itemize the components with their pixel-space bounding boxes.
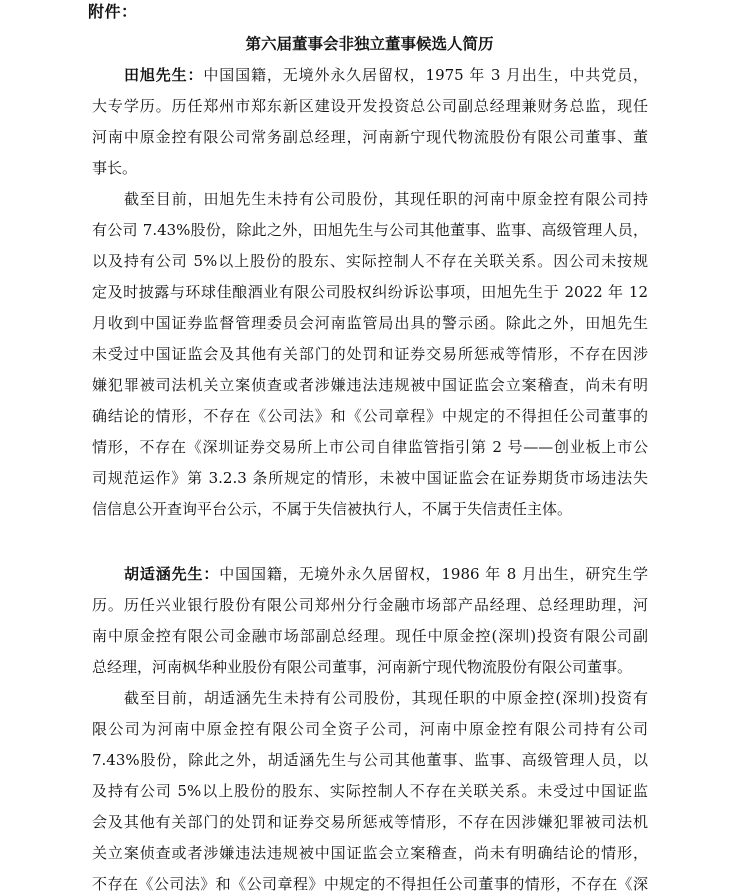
candidate-2-name: 胡适涵先生： [124,565,220,583]
candidate-1-name: 田旭先生： [124,66,204,84]
candidate-1-statement-line: 嫌犯罪被司法机关立案侦查或者涉嫌违法违规被中国证监会立案稽查，尚未有明 [92,376,648,394]
candidate-1-statement-line: 有公司 7.43%股份，除此之外，田旭先生与公司其他董事、监事、高级管理人员， [92,221,648,239]
candidate-1-statement-line: 以及持有公司 5%以上股份的股东、实际控制人不存在关联关系。因公司未按规 [92,252,648,270]
candidate-1-bio-line-2: 大专学历。历任郑州市郑东新区建设开发投资总公司副总经理兼财务总监，现任 [92,97,648,115]
candidate-2-bio-line-2: 历。历任兴业银行股份有限公司郑州分行金融市场部产品经理、总经理助理，河 [92,596,648,614]
candidate-2-statement-line: 会及其他有关部门的处罚和证券交易所惩戒等情形，不存在因涉嫌犯罪被司法机 [92,813,648,831]
candidate-2-statement-line: 不存在《公司法》和《公司章程》中规定的不得担任公司董事的情形，不存在《深 [92,875,648,893]
candidate-1-statement-line: 月收到中国证券监督管理委员会河南监管局出具的警示函。除此之外，田旭先生 [92,314,648,332]
candidate-1-statement-line: 信信息公开查询平台公示，不属于失信被执行人，不属于失信责任主体。 [92,500,573,518]
candidate-2-bio-line-4: 总经理，河南枫华种业股份有限公司董事，河南新宁现代物流股份有限公司董事。 [92,658,633,676]
candidate-1-statement-line: 未受过中国证监会及其他有关部门的处罚和证券交易所惩戒等情形，不存在因涉 [92,345,648,363]
candidate-2-statement-line: 7.43%股份，除此之外，胡适涵先生与公司其他董事、监事、高级管理人员，以 [92,751,648,769]
candidate-2-bio-line-3: 南中原金控有限公司金融市场部副总经理。现任中原金控(深圳)投资有限公司副 [92,627,648,645]
candidate-2-statement-line: 截至目前，胡适涵先生未持有公司股份，其现任职的中原金控(深圳)投资有 [124,689,648,707]
candidate-1-statement-line: 司规范运作》第 3.2.3 条所规定的情形，未被中国证监会在证券期货市场违法失 [92,469,648,487]
candidate-1-statement-line: 定及时披露与环球佳酿酒业有限公司股权纠纷诉讼事项，田旭先生于 2022 年 12 [92,283,648,301]
candidate-2-statement-line: 及持有公司 5%以上股份的股东、实际控制人不存在关联关系。未受过中国证监 [92,782,648,800]
candidate-1-bio-line-3: 河南中原金控有限公司常务副总经理，河南新宁现代物流股份有限公司董事、董 [92,128,648,146]
candidate-2-bio-line-1: 胡适涵先生：中国国籍，无境外永久居留权，1986 年 8 月出生，研究生学 [124,565,648,583]
attachment-label: 附件： [88,2,138,21]
candidate-1-statement-line: 情形，不存在《深圳证券交易所上市公司自律监管指引第 2 号——创业板上市公 [92,438,648,456]
document-title: 第六届董事会非独立董事候选人简历 [245,34,494,53]
candidate-2-statement-line: 限公司为河南中原金控有限公司全资子公司，河南中原金控有限公司持有公司 [92,720,648,738]
candidate-1-statement-line: 确结论的情形，不存在《公司法》和《公司章程》中规定的不得担任公司董事的 [92,407,648,425]
candidate-2-statement-line: 关立案侦查或者涉嫌违法违规被中国证监会立案稽查，尚未有明确结论的情形， [92,844,648,862]
candidate-1-statement-line: 截至目前，田旭先生未持有公司股份，其现任职的河南中原金控有限公司持 [124,190,648,208]
candidate-1-bio-line-4: 事长。 [92,159,138,177]
candidate-1-bio-line-1: 田旭先生：中国国籍，无境外永久居留权，1975 年 3 月出生，中共党员， [124,66,648,84]
